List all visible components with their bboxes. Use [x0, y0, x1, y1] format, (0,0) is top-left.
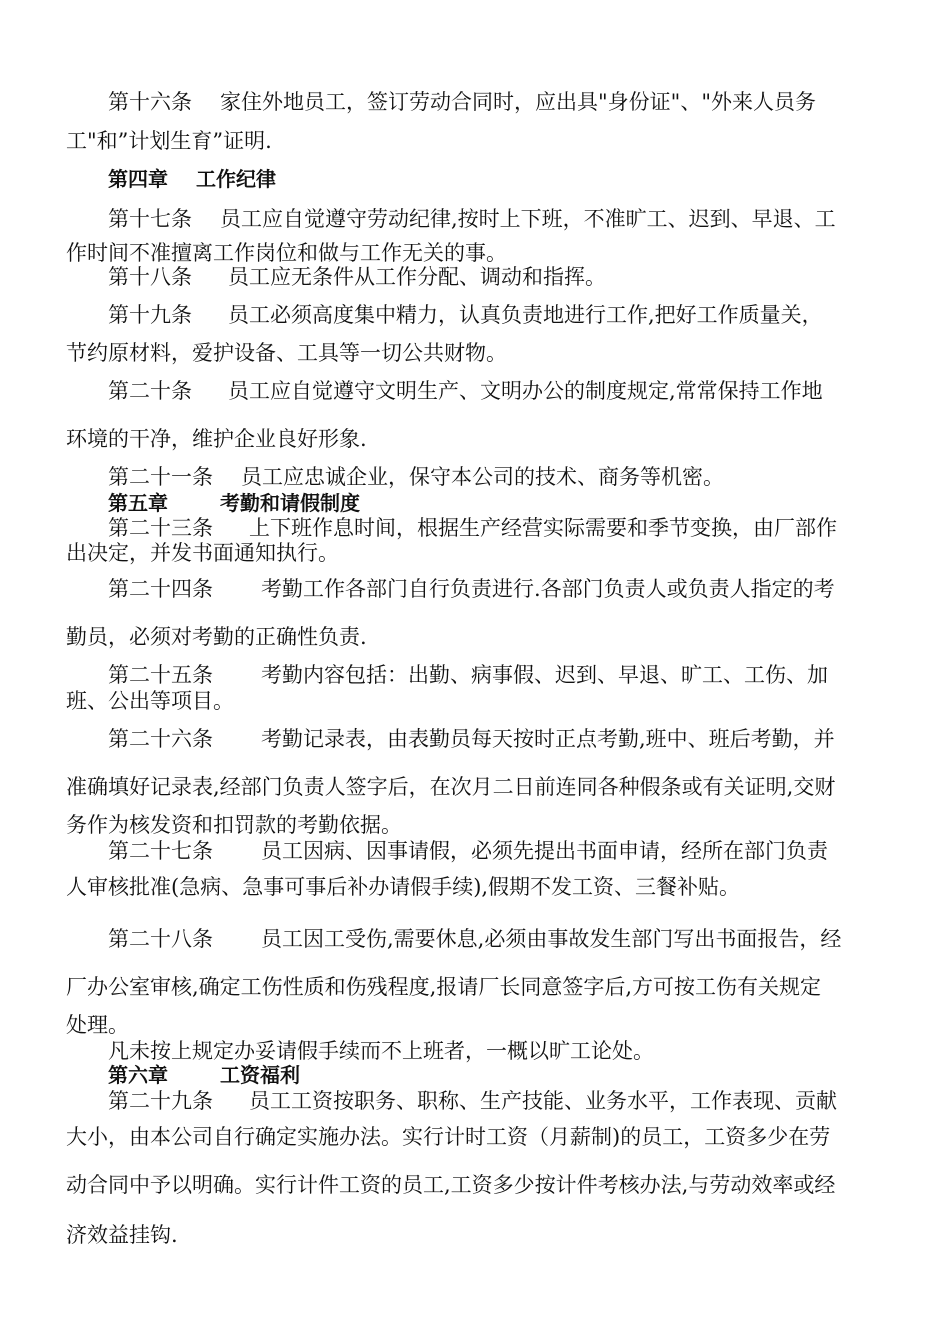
article-25-line-1 — [108, 662, 888, 688]
article-number: 第十七条 — [108, 207, 192, 231]
chapter-6-heading — [108, 1062, 888, 1088]
article-number: 第二十一条 — [108, 465, 213, 489]
absence-note: 凡未按上规定办妥请假手续而不上班者，一概以旷工论处。 — [108, 1039, 654, 1063]
article-text: 家住外地员工，签订劳动合同时，应出具"身份证"、"外来人员务 — [220, 90, 816, 114]
article-29-line-2: 大小，由本公司自行确定实施办法。实行计时工资（月薪制)的员工，工资多少在劳 — [66, 1125, 831, 1149]
article-18-line — [108, 264, 888, 290]
article-24-line-2: 勤员，必须对考勤的正确性负责. — [66, 625, 367, 649]
article-number: 第二十三条 — [108, 516, 213, 540]
chapter-number: 第四章 — [108, 167, 168, 191]
article-number: 第十九条 — [108, 303, 192, 327]
chapter-title: 工作纪律 — [196, 167, 276, 191]
article-27-line-1 — [108, 838, 888, 864]
chapter-4-heading — [108, 166, 888, 192]
article-text: 考勤记录表，由表勤员每天按时正点考勤,班中、班后考勤，并 — [261, 727, 835, 751]
article-24-line-1 — [108, 576, 888, 602]
article-16-line-1 — [108, 89, 888, 115]
article-number: 第十八条 — [108, 265, 192, 289]
article-text: 员工必须高度集中精力，认真负责地进行工作,把好工作质量关， — [228, 303, 823, 327]
article-29-line-3: 动合同中予以明确。实行计件工资的员工,工资多少按计件考核办法,与劳动效率或经 — [66, 1173, 836, 1197]
article-text: 员工应自觉遵守劳动纪律,按时上下班，不准旷工、迟到、早退、工 — [220, 207, 836, 231]
chapter-title: 考勤和请假制度 — [220, 491, 360, 515]
article-20-line-2: 环境的干净，维护企业良好形象. — [66, 427, 367, 451]
chapter-number: 第五章 — [108, 491, 168, 515]
article-text: 员工应无条件从工作分配、调动和指挥。 — [228, 265, 606, 289]
article-29-line-4: 济效益挂钩. — [66, 1223, 178, 1247]
article-number: 第十六条 — [108, 90, 192, 114]
chapter-5-heading — [108, 490, 888, 516]
article-28-line-2: 厂办公室审核,确定工伤性质和伤残程度,报请厂长同意签字后,方可按工伤有关规定 — [66, 975, 822, 999]
article-text: 员工应自觉遵守文明生产、文明办公的制度规定,常常保持工作地 — [228, 379, 823, 403]
article-number: 第二十七条 — [108, 839, 213, 863]
article-26-line-1 — [108, 726, 888, 752]
article-text: 员工因病、因事请假，必须先提出书面申请，经所在部门负责 — [261, 839, 828, 863]
chapter-number: 第六章 — [108, 1063, 168, 1087]
article-number: 第二十五条 — [108, 663, 213, 687]
article-number: 第二十九条 — [108, 1089, 213, 1113]
article-25-line-2: 班、公出等项目。 — [66, 689, 234, 713]
article-27-line-2: 人审核批准(急病、急事可事后补办请假手续),假期不发工资、三餐补贴。 — [66, 875, 741, 899]
article-text: 考勤内容包括：出勤、病事假、迟到、早退、旷工、工伤、加 — [261, 663, 828, 687]
article-text: 上下班作息时间，根据生产经营实际需要和季节变换，由厂部作 — [249, 516, 837, 540]
article-23-line-2: 出决定，并发书面通知执行。 — [66, 541, 339, 565]
article-19-line-1 — [108, 302, 888, 328]
article-number: 第二十条 — [108, 379, 192, 403]
article-26-line-3: 务作为核发资和扣罚款的考勤依据。 — [66, 813, 402, 837]
article-19-line-2: 节约原材料，爱护设备、工具等一切公共财物。 — [66, 341, 507, 365]
article-number: 第二十六条 — [108, 727, 213, 751]
article-21-line — [108, 464, 888, 490]
article-text: 考勤工作各部门自行负责进行.各部门负责人或负责人指定的考 — [261, 577, 835, 601]
article-number: 第二十四条 — [108, 577, 213, 601]
article-20-line-1 — [108, 378, 888, 404]
article-28-line-1 — [108, 926, 888, 952]
article-text: 员工因工受伤,需要休息,必须由事故发生部门写出书面报告，经 — [261, 927, 842, 951]
article-17-line-2: 作时间不准擅离工作岗位和做与工作无关的事。 — [66, 241, 507, 265]
article-16-line-2: 工"和”计划生育”证明. — [66, 129, 272, 153]
article-28-line-3: 处理。 — [66, 1013, 129, 1037]
article-23-line-1 — [108, 515, 888, 541]
article-number: 第二十八条 — [108, 927, 213, 951]
article-text: 员工应忠诚企业，保守本公司的技术、商务等机密。 — [241, 465, 724, 489]
article-17-line-1 — [108, 206, 888, 232]
article-29-line-1 — [108, 1088, 888, 1114]
chapter-title: 工资福利 — [220, 1063, 300, 1087]
article-text: 员工工资按职务、职称、生产技能、业务水平，工作表现、贡献 — [249, 1089, 837, 1113]
article-26-line-2: 准确填好记录表,经部门负责人签字后，在次月二日前连同各种假条或有关证明,交财 — [66, 775, 836, 799]
